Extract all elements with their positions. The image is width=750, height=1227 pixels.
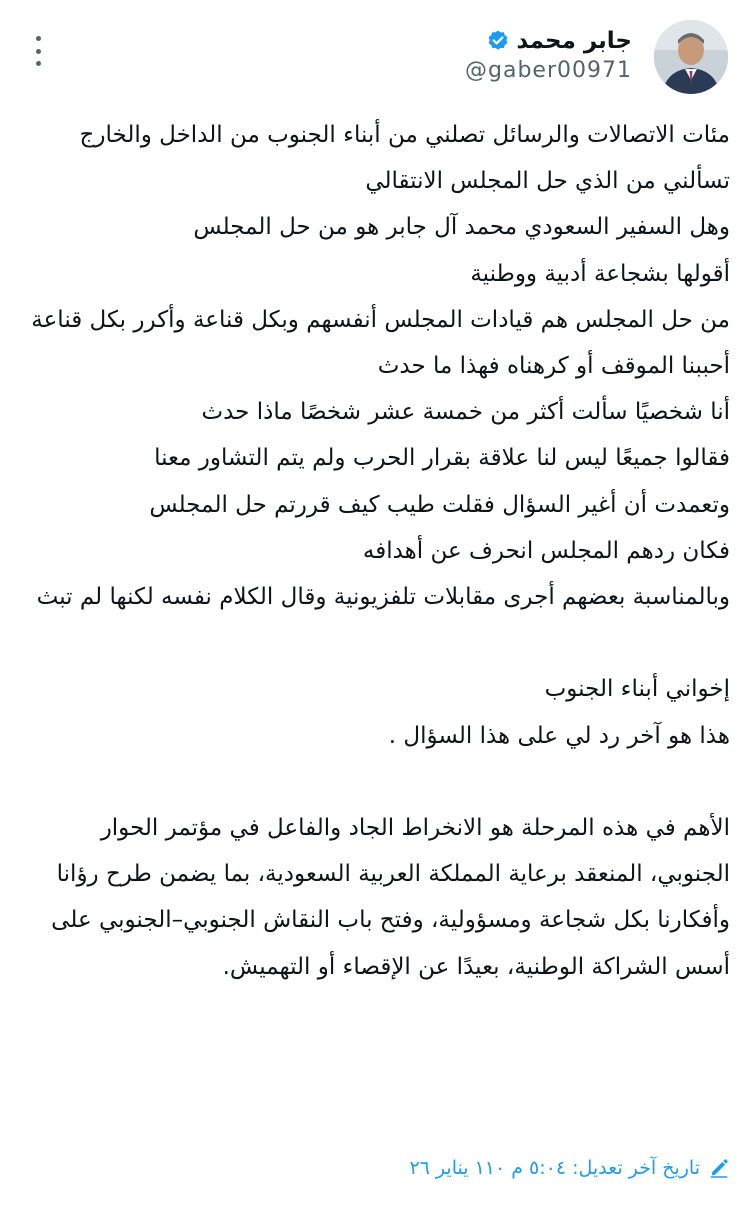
blank-line [20,759,730,805]
tweet-line: من حل المجلس هم قيادات المجلس أنفسهم وبكل قناعة وأكرر بكل قناعة [31,306,730,333]
more-dot [36,61,41,66]
tweet-line: أحببنا الموقف أو كرهناه فهذا ما حدث [377,353,730,380]
author-display-name[interactable]: جابر محمد [516,28,632,54]
tweet-paragraph: الأهم في هذه المرحلة هو الانخراط الجاد والفاعل في مؤتمر الحوار الجنوبي، المنعقد برعاية المملكة العربية السعودية، بما يضمن طرح رؤانا وأفكارنا بكل شجاعة ومسؤولية، وفتح باب النقاش الجنوبي–الجنوبي على أسس الشراكة الوطنية، بعيدًا عن الإقصاء أو التهميش. [51,815,730,980]
tweet-line: هذا هو آخر رد لي على هذا السؤال . [388,722,730,749]
tweet-line: وهل السفير السعودي محمد آل جابر هو من حل المجلس [193,214,730,241]
pencil-icon [708,1157,730,1179]
tweet-line: أنا شخصيًا سألت أكثر من خمسة عشر شخصًا ماذا حدث [201,399,730,426]
tweet-line: وبالمناسبة بعضهم أجرى مقابلات تلفزيونية وقال الكلام نفسه لكنها لم تبث [36,584,730,611]
avatar[interactable] [654,20,728,94]
tweet-line: أقولها بشجاعة أدبية ووطنية [470,260,730,287]
tweet-line: إخواني أبناء الجنوب [544,676,730,703]
tweet-line: مئات الاتصالات والرسائل تصلني من أبناء الجنوب من الداخل والخارج [79,122,730,148]
tweet-line: وتعمدت أن أغير السؤال فقلت طيب كيف قررتم حل المجلس [149,491,730,518]
tweet-line: فكان ردهم المجلس انحرف عن أهدافه [362,537,730,564]
avatar-photo-icon [654,20,728,94]
more-dot [36,49,41,54]
tweet-text [20,112,730,990]
tweet-header [0,0,750,105]
blank-line [20,620,730,666]
last-edited-info[interactable] [409,1150,730,1186]
more-vertical-icon[interactable] [28,36,48,66]
tweet-line: تسألني من الذي حل المجلس الانتقالي [365,168,730,195]
tweet-line: فقالوا جميعًا ليس لنا علاقة بقرار الحرب ولم يتم التشاور معنا [154,445,730,472]
last-edited-label[interactable]: تاريخ آخر تعديل: ٥:٠٤ م ١١٠ يناير ٢٦ [409,1157,700,1179]
more-dot [36,36,41,41]
verified-badge-icon [486,29,510,53]
author-handle[interactable]: @gaber00971 [465,58,632,83]
author-name-row [486,24,632,58]
